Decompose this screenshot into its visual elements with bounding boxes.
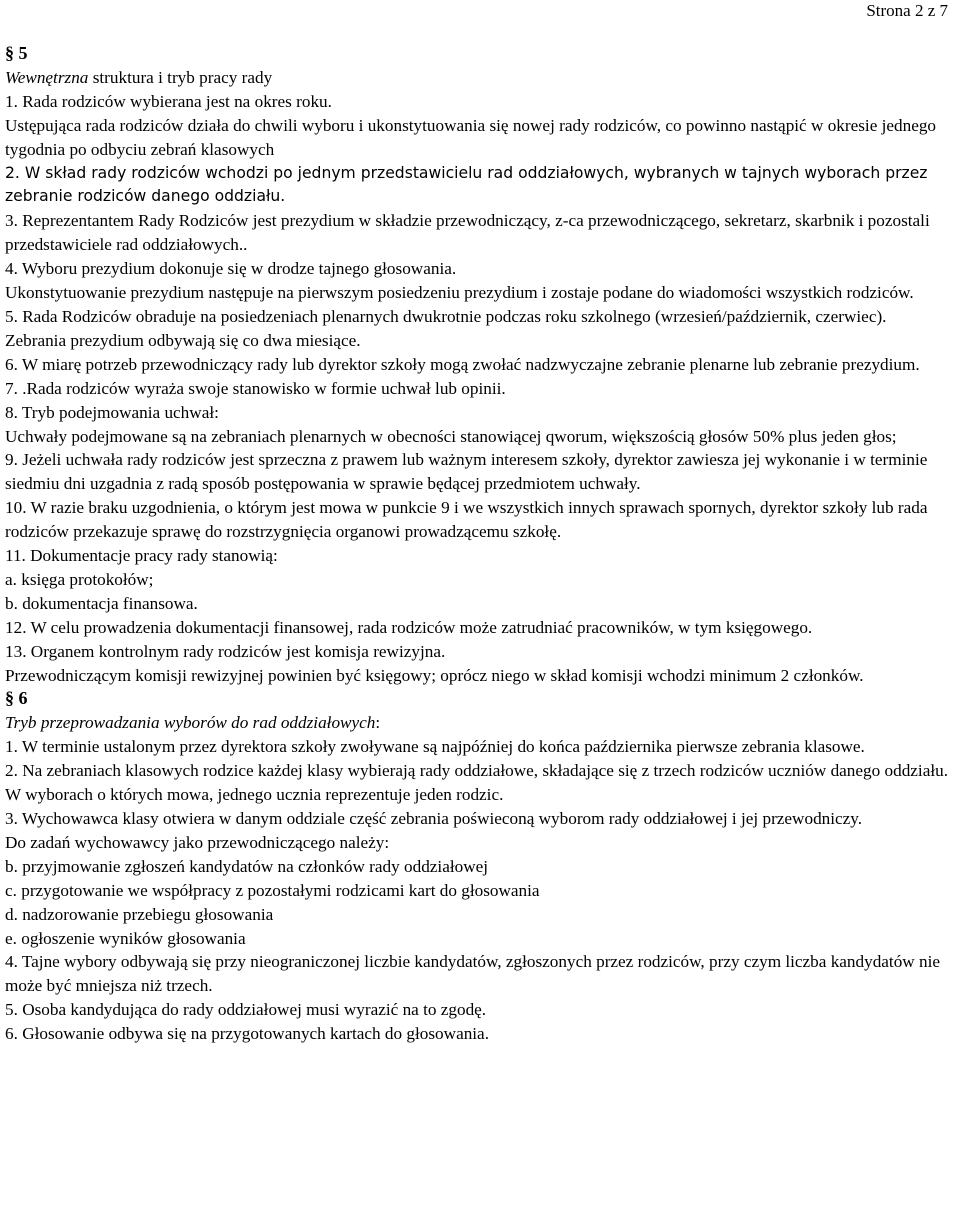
paragraph: 6. W miarę potrzeb przewodniczący rady lub dyrektor szkoły mogą zwołać nadzwyczajne zebranie plenarne lub zebranie prezydium. [5,354,920,374]
paragraph: a. księga protokołów; [5,569,154,589]
paragraph: e. ogłoszenie wyników głosowania [5,928,246,948]
paragraph: Ustępująca rada rodziców działa do chwili wyboru i ukonstytuowania się nowej rady rodziców, co powinno nastąpić w okresie jednego tygodnia po odbyciu zebrań klasowych [5,115,937,159]
paragraph: d. nadzorowanie przebiegu głosowania [5,904,274,924]
page-indicator: Strona 2 z 7 [866,1,948,20]
paragraph: 8. Tryb podejmowania uchwał: [5,402,219,422]
document-body [5,42,949,1046]
section-5 [5,42,949,687]
paragraph: b. dokumentacja finansowa. [5,593,198,613]
section-mark: § 6 [5,688,28,709]
paragraph: 2. W skład rady rodziców wchodzi po jednym przedstawicielu rad oddziałowych, wybranych w tajnych wyborach przez zebranie rodziców danego oddziału. [5,163,928,206]
paragraph: 6. Głosowanie odbywa się na przygotowanych kartach do głosowania. [5,1024,489,1044]
paragraph: 13. Organem kontrolnym rady rodziców jest komisja rewizyjna. [5,641,446,661]
section-6 [5,687,949,1046]
paragraph: Ukonstytuowanie prezydium następuje na pierwszym posiedzeniu prezydium i zostaje podane do wiadomości wszystkich rodziców. [5,283,914,303]
section-title [5,66,949,90]
section-mark: § 5 [5,43,28,63]
section-title-italic: Wewnętrzna [5,67,89,87]
paragraph: 4. Tajne wybory odbywają się przy nieograniczonej liczbie kandydatów, zgłoszonych przez rodziców, przy czym liczba kandydatów nie może być mniejsza niż trzech. [5,952,941,996]
paragraph: Uchwały podejmowane są na zebraniach plenarnych w obecności stanowiącej qworum, większością głosów 50% plus jeden głos; [5,426,897,446]
section-5-paragraphs [5,90,949,688]
paragraph: 4. Wyboru prezydium dokonuje się w drodze tajnego głosowania. [5,259,457,279]
paragraph: 10. W razie braku uzgodnienia, o którym jest mowa w punkcie 9 i we wszystkich innych sprawach spornych, dyrektor szkoły lub rada rodziców przekazuje sprawę do rozstrzygnięcia organowi prowadzącemu szkołę. [5,498,928,542]
paragraph: c. przygotowanie we współpracy z pozostałymi rodzicami kart do głosowania [5,880,540,900]
section-title-rest: : [375,713,381,733]
paragraph: 12. W celu prowadzenia dokumentacji finansowej, rada rodziców może zatrudniać pracowników, w tym księgowego. [5,617,813,637]
paragraph: 3. Reprezentantem Rady Rodziców jest prezydium w składzie przewodniczący, z-ca przewodniczącego, sekretarz, skarbnik i pozostali przedstawiciele rad oddziałowych.. [5,211,930,255]
paragraph: 9. Jeżeli uchwała rady rodziców jest sprzeczna z prawem lub ważnym interesem szkoły, dyrektor zawiesza jej wykonanie i w terminie siedmiu dni uzgadnia z radą sposób postępowania w sprawie będącej przedmiotem uchwały. [5,450,928,494]
section-title-italic: Tryb przeprowadzania wyborów do rad oddziałowych [5,713,376,733]
paragraph: 1. Rada rodziców wybierana jest na okres roku. [5,91,332,111]
paragraph: 11. Dokumentacje pracy rady stanowią: [5,546,278,566]
paragraph: 5. Osoba kandydująca do rady oddziałowej musi wyrazić na to zgodę. [5,1000,487,1020]
paragraph: 3. Wychowawca klasy otwiera w danym oddziale część zebrania poświeconą wyborom rady oddziałowej i jej przewodniczy. [5,809,863,828]
section-title-rest: struktura i tryb pracy rady [88,67,273,87]
paragraph: Przewodniczącym komisji rewizyjnej powinien być księgowy; oprócz niego w skład komisji wchodzi minimum 2 członków. [5,665,864,685]
section-title [5,711,949,735]
paragraph: b. przyjmowanie zgłoszeń kandydatów na członków rady oddziałowej [5,856,489,876]
paragraph: 2. Na zebraniach klasowych rodzice każdej klasy wybierają rady oddziałowe, składające się z trzech rodziców uczniów danego oddziału. W wyborach o których mowa, jednego ucznia reprezentuje jeden rodzic. [5,761,948,805]
paragraph: 5. Rada Rodziców obraduje na posiedzeniach plenarnych dwukrotnie podczas roku szkolnego (wrzesień/październik, czerwiec). Zebrania prezydium odbywają się co dwa miesiące. [5,306,887,350]
section-6-paragraphs [5,735,949,1046]
paragraph: Do zadań wychowawcy jako przewodniczącego należy: [5,832,390,852]
paragraph: 1. W terminie ustalonym przez dyrektora szkoły zwoływane są najpóźniej do końca października pierwsze zebrania klasowe. [5,737,865,757]
paragraph: 7. .Rada rodziców wyraża swoje stanowisko w formie uchwał lub opinii. [5,378,506,398]
